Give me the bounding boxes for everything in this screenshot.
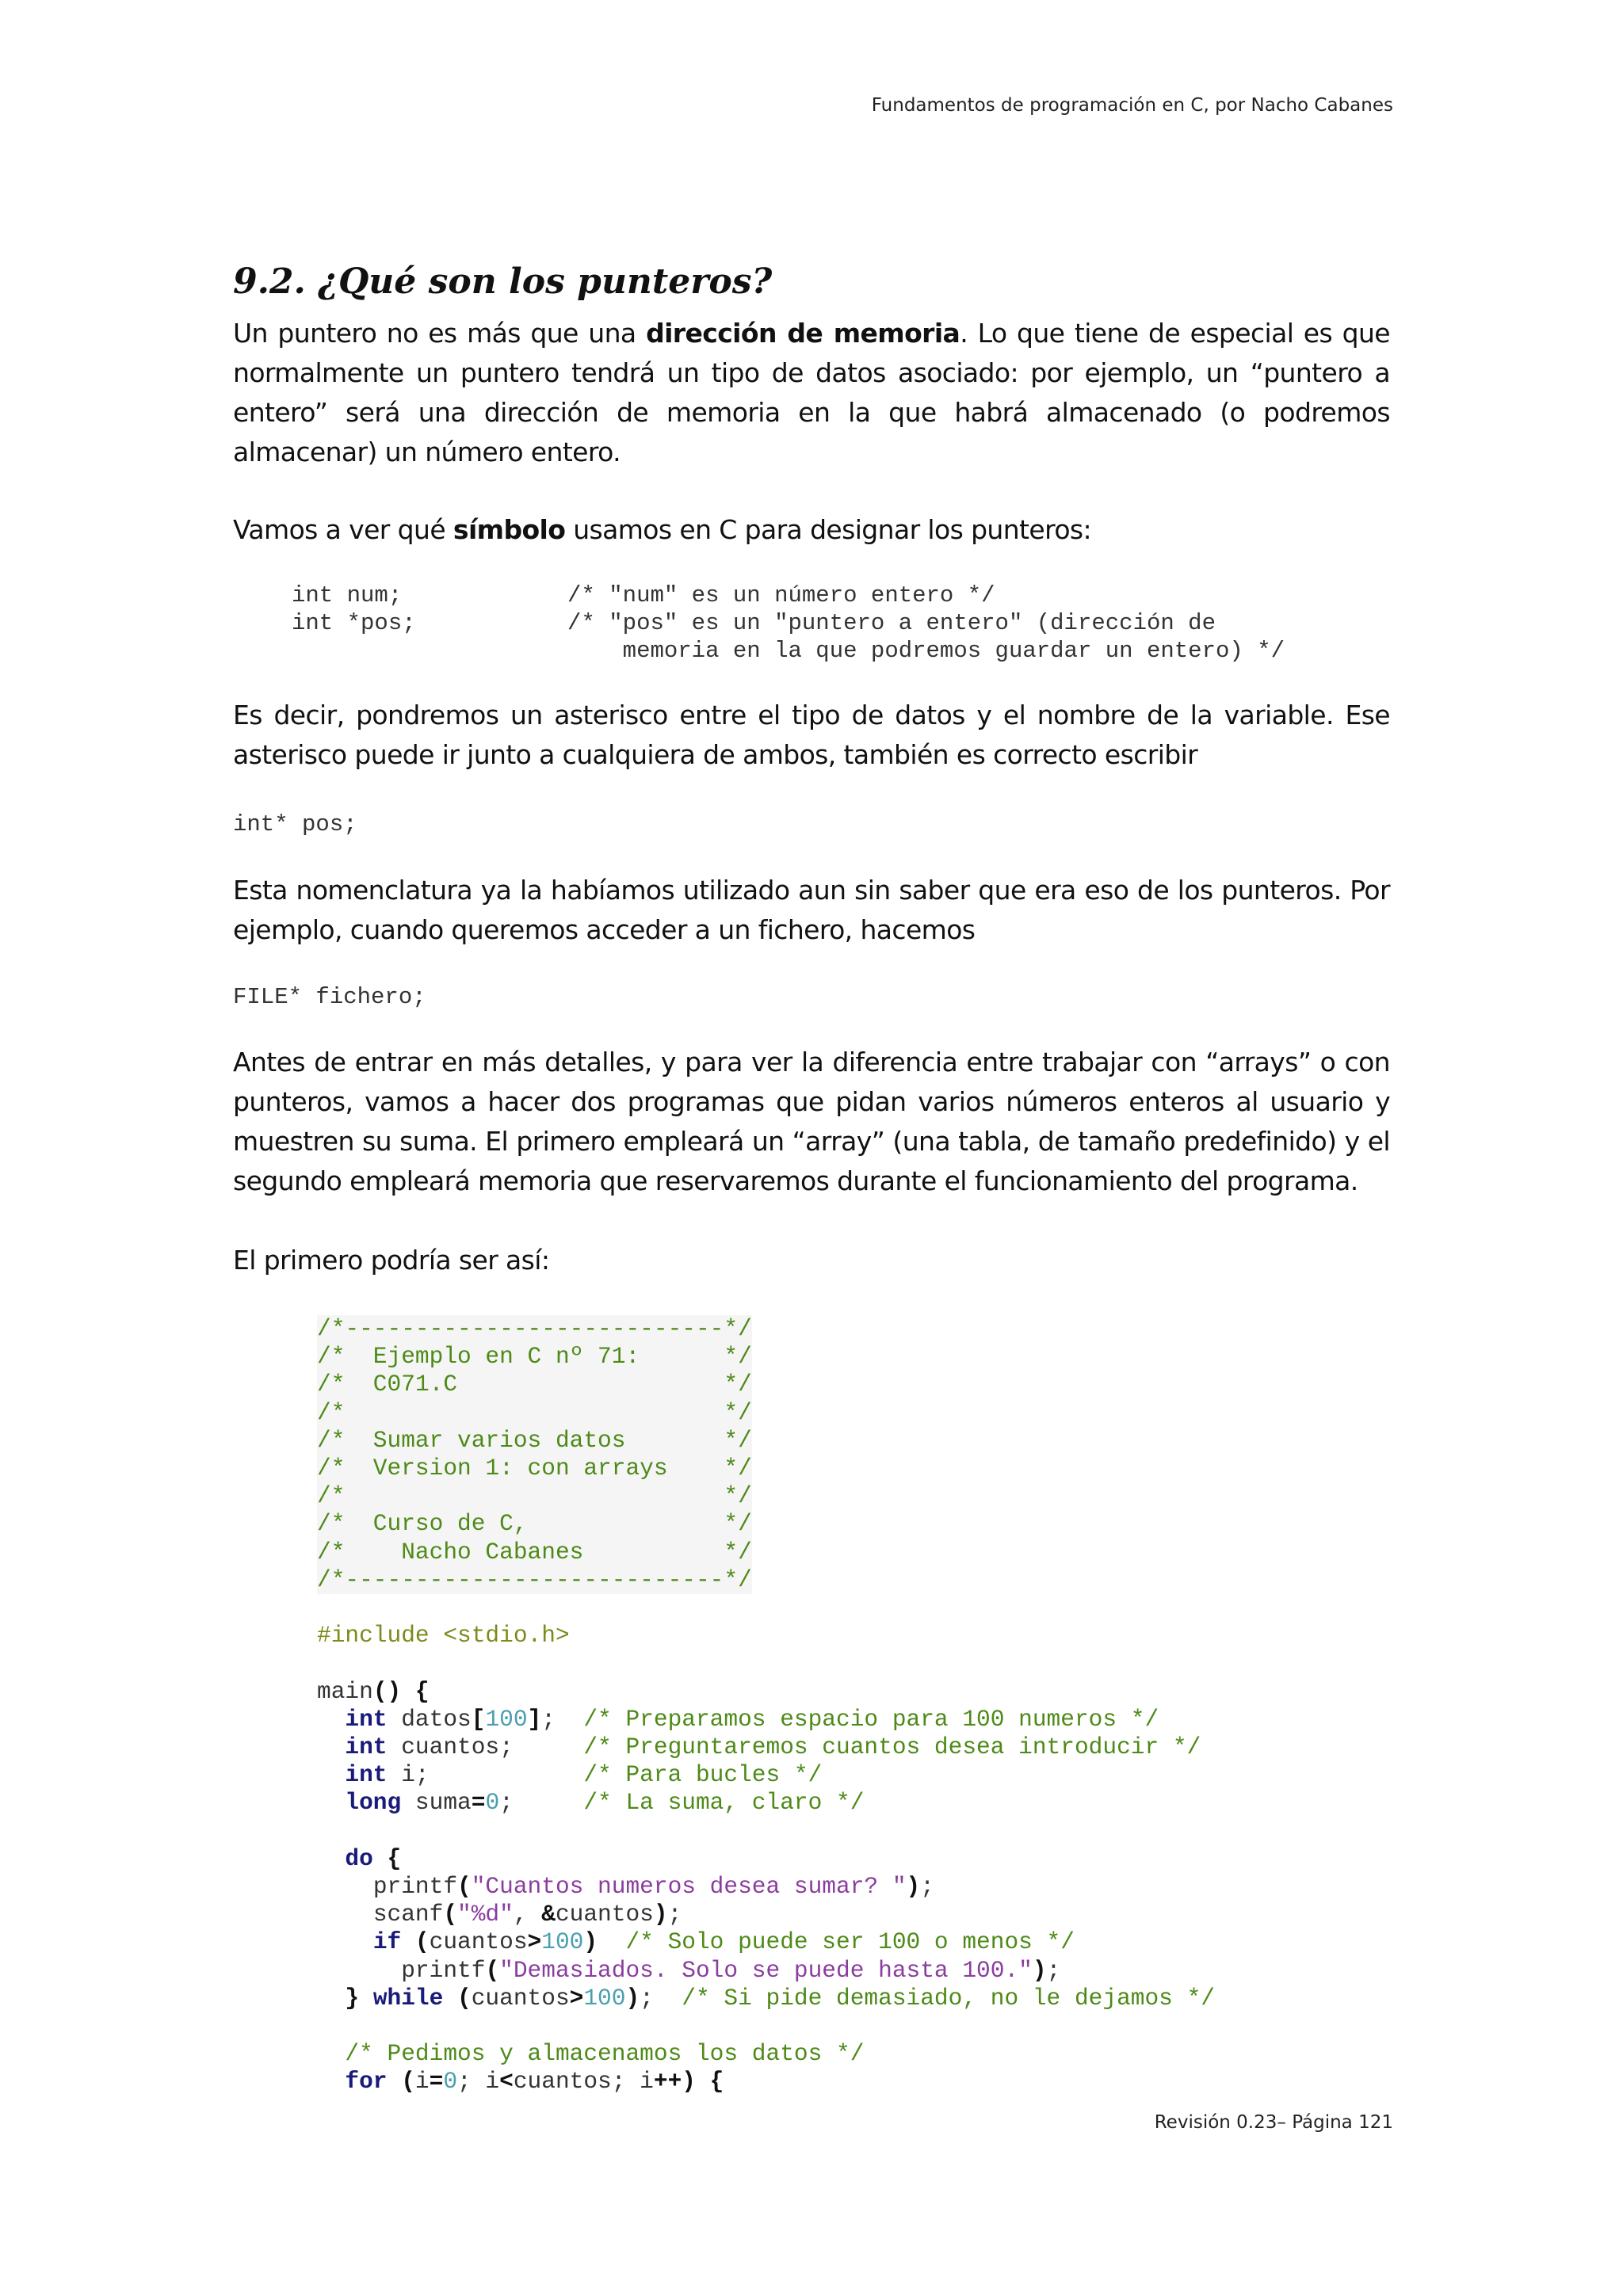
string-literal: "Demasiados. Solo se puede hasta 100." (499, 1956, 1033, 1984)
comment-line: /* Ejemplo en C nº 71: */ (317, 1343, 752, 1371)
comment-line: /* */ (317, 1482, 752, 1510)
keyword: int (345, 1761, 388, 1789)
comment-line: /* Sumar varios datos */ (317, 1426, 752, 1454)
code-line: int *pos; /* "pos" es un "puntero a entero" (dirección de (292, 610, 1216, 637)
identifier: i; (387, 1761, 430, 1789)
identifier: cuantos (471, 1984, 570, 2012)
banner-comment (317, 1315, 752, 1594)
code-line: int num; /* "num" es un número entero */ (292, 582, 995, 608)
keyword: do (345, 1844, 373, 1872)
paragraph-intro-bold: dirección de memoria (646, 318, 960, 349)
comment-line: /* Nacho Cabanes */ (317, 1538, 752, 1566)
declaration-snippet (292, 582, 1285, 666)
string-literal: "%d" (457, 1901, 514, 1928)
number: 0 (485, 1789, 500, 1817)
keyword: int (345, 1705, 388, 1733)
comment-line: /* Version 1: con arrays */ (317, 1455, 752, 1482)
identifier: cuantos (429, 1928, 528, 1956)
identifier: cuantos (513, 2068, 612, 2096)
code-line: memoria en la que podremos guardar un entero) */ (292, 638, 1285, 665)
paragraph-arrays: Antes de entrar en más detalles, y para ver la diferencia entre trabajar con “arrays” o con punteros, vamos a hacer dos programas que pidan varios números enteros al usuario y muestren su suma. El primero empleará un “array” (una tabla, de tamaño predefinido) y el segundo empleará memoria que reservaremos durante el funcionamiento del programa. (233, 1047, 1390, 1196)
code-listing: /*---------------------------*/ /* Ejemplo en C nº 71: */ /* C071.C */ /* */ /* Sumar varios datos */ /* Version 1: con arrays */ /* */ /* Curso de C, */ /* Nacho Cabanes */ /*---------------------------*/ #include <stdio.h> main() { int datos[100]; /* Preparamos espacio para 100 numeros */ int cuantos; /* Preguntaremos cuantos desea introducir */ int i; /* Para bucles */ long suma=0; /* La suma, claro */ do { printf("Cuantos numeros desea sumar? "); scanf("%d", &cuantos); if (cuantos>100) /* Solo puede ser 100 o menos */ printf("Demasiados. Solo se puede hasta 100."); } while (cuantos>100); /* Si pide demasiado, no le dejamos */ /* Pedimos y almacenamos los datos */ for (i=0; i<cuantos; i++) { (317, 1315, 1215, 2096)
number: 100 (541, 1928, 584, 1956)
page-footer: Revisión 0.23– Página 121 (1154, 2112, 1393, 2133)
number: 100 (485, 1705, 528, 1733)
paragraph-symbol (233, 510, 1390, 550)
comment: /* Si pide demasiado, no le dejamos */ (682, 1984, 1215, 2012)
keyword: for (345, 2068, 388, 2096)
comment-line: /* */ (317, 1398, 752, 1426)
page-header: Fundamentos de programación en C, por Nacho Cabanes (871, 95, 1393, 116)
identifier: cuantos; (387, 1733, 514, 1761)
function-call: scanf (372, 1901, 444, 1928)
identifier: suma (401, 1789, 472, 1817)
comment: /* Solo puede ser 100 o menos */ (625, 1928, 1075, 1956)
keyword: long (345, 1789, 402, 1817)
paragraph-symbol-bold: símbolo (453, 514, 566, 545)
int-pointer-snippet: int* pos; (233, 811, 357, 837)
identifier: datos (387, 1705, 472, 1733)
paragraph-symbol-end: usamos en C para designar los punteros: (565, 514, 1092, 545)
comment-line: /*---------------------------*/ (317, 1566, 752, 1593)
keyword: int (345, 1733, 388, 1761)
paragraph-first: El primero podría ser así: (233, 1245, 550, 1276)
identifier: i (414, 2068, 430, 2096)
number: 0 (443, 2068, 458, 2096)
identifier: i (640, 2068, 654, 2096)
keyword: if (372, 1928, 402, 1956)
section-title: 9.2. ¿Qué son los punteros? (233, 261, 773, 302)
paragraph-intro-end: . Lo que tiene de especial es que normalmente un puntero tendrá un tipo de datos asociado: por ejemplo, un “puntero a entero” será una dirección de memoria en la que habrá almacenado (o podremos almacenar) un número entero. (233, 318, 1391, 467)
paragraph-intro (233, 314, 1390, 472)
paragraph-asterisk: Es decir, pondremos un asterisco entre el tipo de datos y el nombre de la variable. Ese asterisco puede ir junto a cualquiera de ambos, también es correcto escribir (233, 700, 1390, 770)
paragraph-intro-start: Un puntero no es más que una (233, 318, 647, 349)
paragraph-symbol-start: Vamos a ver qué (233, 514, 453, 545)
identifier: cuantos (555, 1901, 654, 1928)
comment-line: /* Curso de C, */ (317, 1510, 752, 1538)
comment: /* La suma, claro */ (583, 1789, 865, 1817)
number: 100 (583, 1984, 626, 2012)
paragraph-nomenclature: Esta nomenclatura ya la habíamos utilizado aun sin saber que era eso de los punteros. Por ejemplo, cuando queremos acceder a un fichero, hacemos (233, 875, 1390, 945)
function-call: printf (401, 1956, 486, 1984)
comment: /* Preguntaremos cuantos desea introducir */ (583, 1733, 1201, 1761)
string-literal: "Cuantos numeros desea sumar? " (471, 1873, 907, 1901)
function-call: printf (372, 1873, 458, 1901)
comment: /* Pedimos y almacenamos los datos */ (345, 2040, 865, 2068)
comment: /* Preparamos espacio para 100 numeros */ (583, 1705, 1159, 1733)
comment: /* Para bucles */ (583, 1761, 823, 1789)
include-directive: #include <stdio.h> (317, 1622, 570, 1650)
main-function: main (317, 1677, 373, 1705)
comment-line: /*---------------------------*/ (317, 1315, 752, 1342)
file-pointer-snippet: FILE* fichero; (233, 984, 426, 1010)
comment-line: /* C071.C */ (317, 1371, 752, 1398)
keyword: while (372, 1984, 444, 2012)
